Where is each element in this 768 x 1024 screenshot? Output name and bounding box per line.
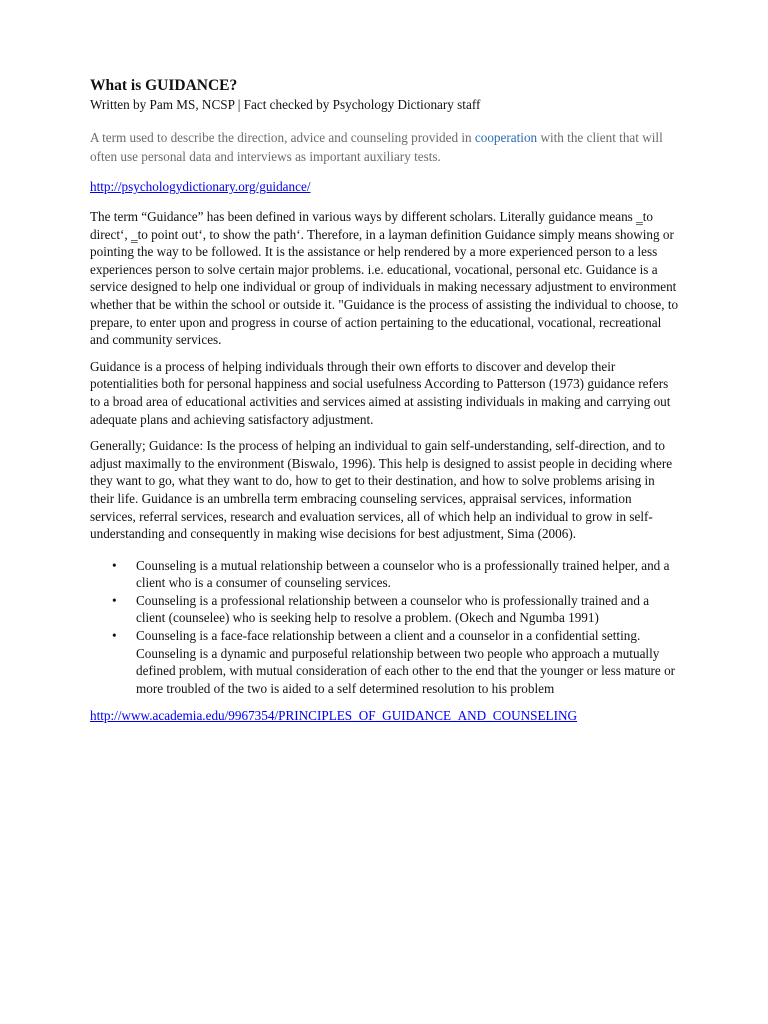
definition-lede [90, 128, 670, 166]
list-item [90, 592, 676, 627]
lede-text-end: with the client that will often use personal data and interviews as important auxiliary tests. [90, 130, 663, 164]
paragraph-patterson: Guidance is a process of helping individuals through their own efforts to discover and develop their potentialities both for personal happiness and social usefulness According to Patterson (1973) guidance refers to a broad area of educational activities and services aimed at assisting individuals in making and carrying out adequate plans and achieving satisfactory adjustment. [90, 358, 671, 427]
paragraph-generally: Generally; Guidance: Is the process of helping an individual to gain self-understanding, self-direction, and to adjust maximally to the environment (Biswalo, 1996). This help is designed to assist people in deciding where they want to go, what they want to do, how to get to their destination, and how to solve problems arising in their life. Guidance is an umbrella term embracing counseling services, appraisal services, information services, referral services, research and evaluation services, all of which help an individual to grow in self-understanding and consequently in making wise decisions for best adjustment, Sima (2006). [90, 438, 673, 542]
lede-text-start: A term used to describe the direction, advice and counseling provided in [90, 130, 475, 145]
list-item-text: Counseling is a professional relationship between a counselor who is professionally trained and a client (counselee) who is seeking help to resolve a problem. (Okech and Ngumba 1991) [136, 592, 650, 626]
document-page [90, 76, 680, 737]
page-title: What is GUIDANCE? [90, 77, 238, 94]
byline: Written by Pam MS, NCSP | Fact checked by Psychology Dictionary staff [90, 97, 481, 112]
list-item [90, 557, 676, 592]
bullet-icon: • [112, 592, 117, 608]
list-item-text: Counseling is a mutual relationship between a counselor who is a professionally trained helper, and a client who is a consumer of counseling services. [136, 557, 670, 591]
list-item [90, 627, 676, 697]
paragraph-definition: The term “Guidance” has been defined in various ways by different scholars. Literally guidance means ‗to direct‘, ‗to point out‘, to show the path‘. Therefore, in a layman definition Guidance simply means showing or pointing the way to be followed. It is the assistance or help rendered by a more experienced person to a less experiences person to solve certain major problems. i.e. educational, vocational, personal etc. Guidance is a service designed to help one individual or group of individuals in making necessary adjustment to environment whether that be within the school or outside it. "Guidance is the process of assisting the individual to choose, to prepare, to enter upon and progress in course of action pertaining to the educational, vocational, recreational and community services. [90, 209, 679, 348]
bullet-icon: • [112, 628, 117, 644]
cooperation-link[interactable]: cooperation [474, 130, 538, 145]
source-link-academia[interactable]: http://www.academia.edu/9967354/PRINCIPLES_OF_GUIDANCE_AND_COUNSELING [90, 708, 578, 724]
list-item-text: Counseling is a face-face relationship between a client and a counselor in a confidential setting. Counseling is a dynamic and purposeful relationship between two people who approach a mutually defined problem, with mutual consideration of each other to the end that the younger or less mature or more troubled of the two is aided to a self determined resolution to his problem [136, 628, 676, 696]
bullet-icon: • [112, 557, 117, 573]
source-link-psychologydictionary[interactable]: http://psychologydictionary.org/guidance/ [90, 179, 311, 194]
counseling-bullet-list [90, 557, 680, 698]
